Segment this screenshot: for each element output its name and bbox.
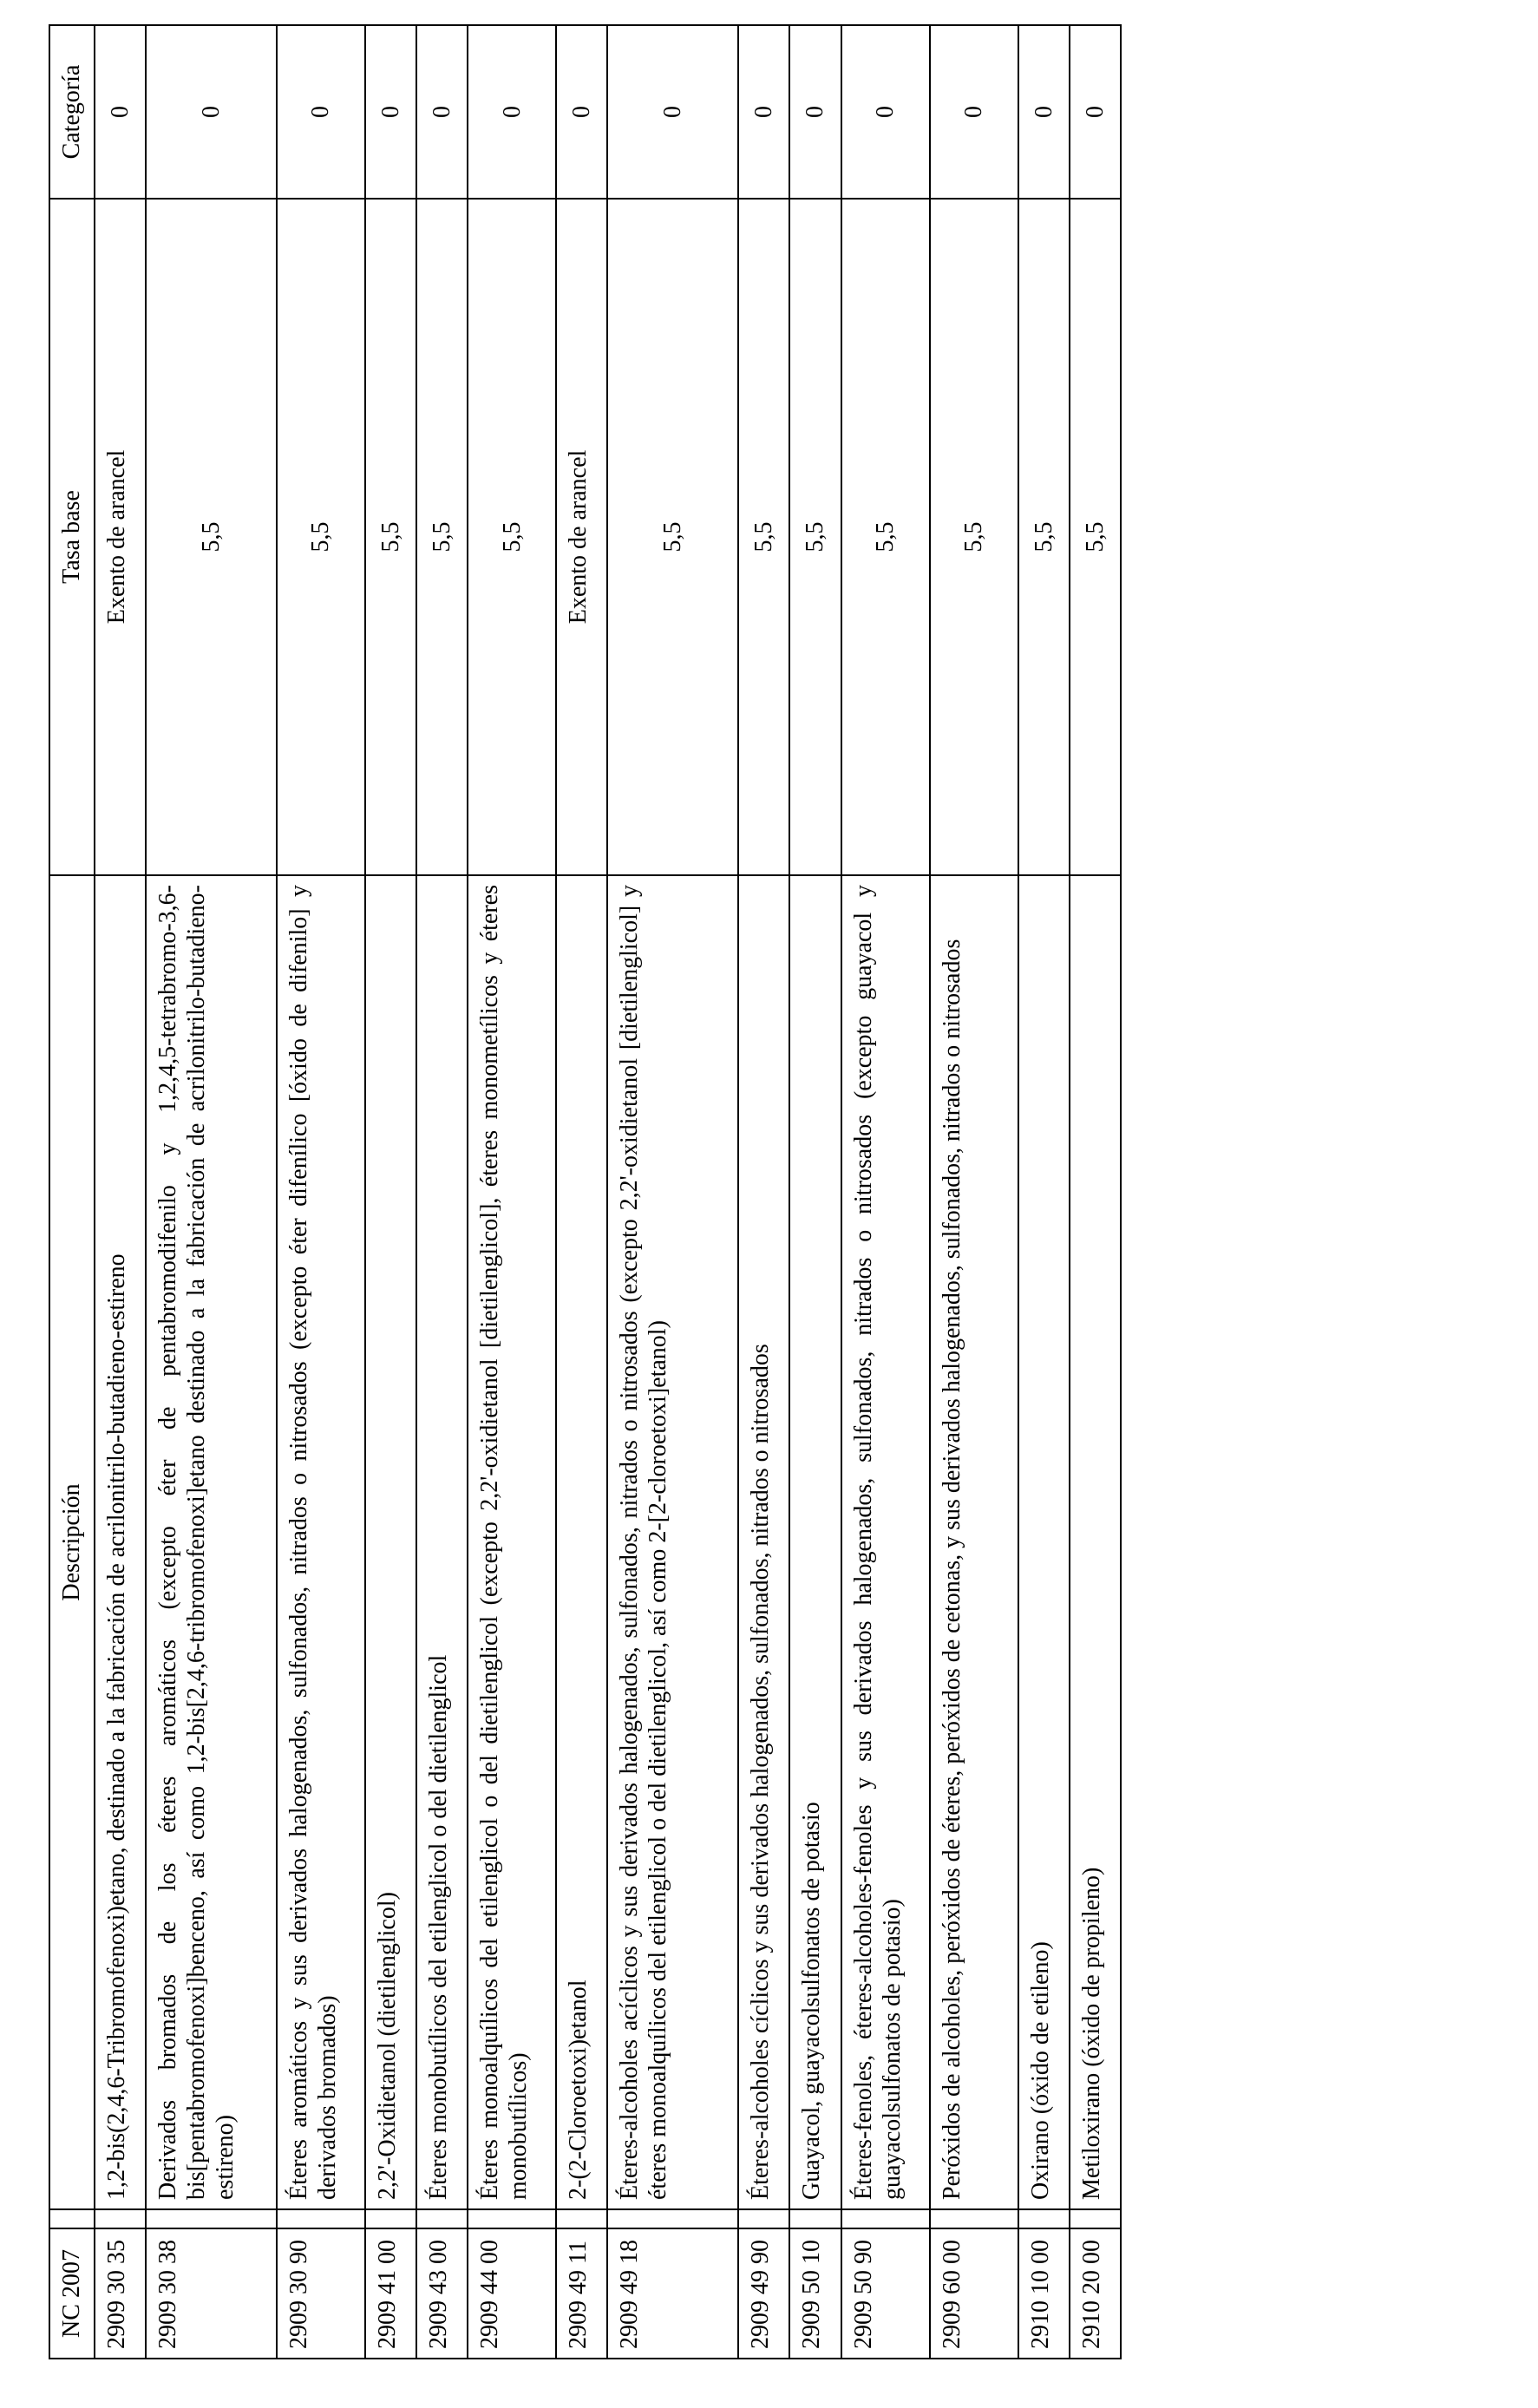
row-description: Oxirano (óxido de etileno) xyxy=(1018,875,1070,2209)
row-description: Éteres monoalquílicos del etilenglicol o del dietilenglicol (excepto 2,2'-oxidietanol [dietilenglicol], éteres monometílicos y éteres monobutílicos) xyxy=(468,875,556,2209)
row-description: Éteres-fenoles, éteres-alcoholes-fenoles y sus derivados halogenados, sulfonados, nitrados o nitrosados (excepto guayacol y guayacolsulfonatos de potasio) xyxy=(841,875,930,2209)
row-code: 2909 50 90 xyxy=(841,2228,930,2359)
row-code: 2909 44 00 xyxy=(468,2228,556,2359)
row-code: 2909 30 35 xyxy=(95,2228,146,2359)
row-description: Éteres-alcoholes acíclicos y sus derivados halogenados, sulfonados, nitrados o nitrosados (excepto 2,2'-oxidietanol [dietilenglicol] y éteres monoalquílicos del etilenglicol o del dietilenglicol, así como 2-[2-cloroetoxi]etanol) xyxy=(607,875,738,2209)
row-category: 0 xyxy=(930,25,1018,199)
row-code: 2909 43 00 xyxy=(416,2228,468,2359)
row-spacer xyxy=(1070,2209,1121,2228)
table-row xyxy=(1018,25,1070,2359)
header-category: Categoría xyxy=(49,25,95,199)
rotated-table-container xyxy=(49,26,1122,2359)
table-row xyxy=(789,25,841,2359)
header-description: Descripción xyxy=(49,875,95,2209)
row-code: 2909 30 38 xyxy=(146,2228,277,2359)
row-category: 0 xyxy=(789,25,841,199)
row-description: Metiloxirano (óxido de propileno) xyxy=(1070,875,1121,2209)
row-code: 2909 49 90 xyxy=(738,2228,789,2359)
row-description: 2,2'-Oxidietanol (dietilenglicol) xyxy=(365,875,416,2209)
row-rate: Exento de arancel xyxy=(556,199,607,875)
row-rate: 5,5 xyxy=(789,199,841,875)
row-rate: 5,5 xyxy=(416,199,468,875)
row-rate: 5,5 xyxy=(607,199,738,875)
row-description: Derivados bromados de los éteres aromáticos (excepto éter de pentabromodifenilo y 1,2,4,5-tetrabromo-3,6-bis[pentabromofenoxi]benceno, así como 1,2-bis[2,4,6-tribromofenoxi]etano destinado a la fabricación de acrilonitrilo-butadieno-estireno) xyxy=(146,875,277,2209)
row-category: 0 xyxy=(556,25,607,199)
row-spacer xyxy=(841,2209,930,2228)
row-spacer xyxy=(365,2209,416,2228)
row-spacer xyxy=(146,2209,277,2228)
row-description: Éteres monobutílicos del etilenglicol o del dietilenglicol xyxy=(416,875,468,2209)
row-category: 0 xyxy=(468,25,556,199)
row-rate: 5,5 xyxy=(930,199,1018,875)
row-rate: 5,5 xyxy=(365,199,416,875)
row-spacer xyxy=(416,2209,468,2228)
row-spacer xyxy=(556,2209,607,2228)
row-description: 2-(2-Cloroetoxi)etanol xyxy=(556,875,607,2209)
table-body xyxy=(95,25,1121,2359)
table-row xyxy=(95,25,146,2359)
table-row xyxy=(738,25,789,2359)
header-code: NC 2007 xyxy=(49,2228,95,2359)
row-rate: 5,5 xyxy=(841,199,930,875)
row-rate: Exento de arancel xyxy=(95,199,146,875)
row-category: 0 xyxy=(365,25,416,199)
row-spacer xyxy=(468,2209,556,2228)
row-rate: 5,5 xyxy=(1070,199,1121,875)
row-category: 0 xyxy=(607,25,738,199)
table-row xyxy=(146,25,277,2359)
row-code: 2909 50 10 xyxy=(789,2228,841,2359)
table-row xyxy=(930,25,1018,2359)
row-description: Guayacol, guayacolsulfonatos de potasio xyxy=(789,875,841,2209)
row-code: 2909 41 00 xyxy=(365,2228,416,2359)
row-rate: 5,5 xyxy=(468,199,556,875)
row-spacer xyxy=(930,2209,1018,2228)
row-category: 0 xyxy=(738,25,789,199)
row-category: 0 xyxy=(95,25,146,199)
row-category: 0 xyxy=(146,25,277,199)
table-row xyxy=(416,25,468,2359)
row-spacer xyxy=(95,2209,146,2228)
header-rate: Tasa base xyxy=(49,199,95,875)
row-rate: 5,5 xyxy=(1018,199,1070,875)
row-description: 1,2-bis(2,4,6-Tribromofenoxi)etano, destinado a la fabricación de acrilonitrilo-butadieno-estireno xyxy=(95,875,146,2209)
table-row xyxy=(841,25,930,2359)
row-code: 2909 30 90 xyxy=(277,2228,365,2359)
row-category: 0 xyxy=(277,25,365,199)
row-code: 2909 49 18 xyxy=(607,2228,738,2359)
table-row xyxy=(607,25,738,2359)
row-spacer xyxy=(1018,2209,1070,2228)
row-rate: 5,5 xyxy=(738,199,789,875)
tariff-table xyxy=(49,24,1122,2359)
row-code: 2910 10 00 xyxy=(1018,2228,1070,2359)
row-description: Éteres-alcoholes cíclicos y sus derivados halogenados, sulfonados, nitrados o nitrosados xyxy=(738,875,789,2209)
row-rate: 5,5 xyxy=(146,199,277,875)
header-spacer xyxy=(49,2209,95,2228)
row-rate: 5,5 xyxy=(277,199,365,875)
header-row xyxy=(49,25,95,2359)
table-row xyxy=(277,25,365,2359)
row-spacer xyxy=(789,2209,841,2228)
row-code: 2909 49 11 xyxy=(556,2228,607,2359)
row-code: 2909 60 00 xyxy=(930,2228,1018,2359)
table-row xyxy=(468,25,556,2359)
row-spacer xyxy=(738,2209,789,2228)
table-row xyxy=(365,25,416,2359)
row-code: 2910 20 00 xyxy=(1070,2228,1121,2359)
row-category: 0 xyxy=(416,25,468,199)
row-category: 0 xyxy=(1070,25,1121,199)
table-row xyxy=(556,25,607,2359)
table-row xyxy=(1070,25,1121,2359)
row-description: Éteres aromáticos y sus derivados halogenados, sulfonados, nitrados o nitrosados (excepto éter difenílico [óxido de difenilo] y derivados bromados) xyxy=(277,875,365,2209)
row-category: 0 xyxy=(1018,25,1070,199)
row-spacer xyxy=(607,2209,738,2228)
row-spacer xyxy=(277,2209,365,2228)
row-category: 0 xyxy=(841,25,930,199)
row-description: Peróxidos de alcoholes, peróxidos de éteres, peróxidos de cetonas, y sus derivados halogenados, sulfonados, nitrados o nitrosados xyxy=(930,875,1018,2209)
